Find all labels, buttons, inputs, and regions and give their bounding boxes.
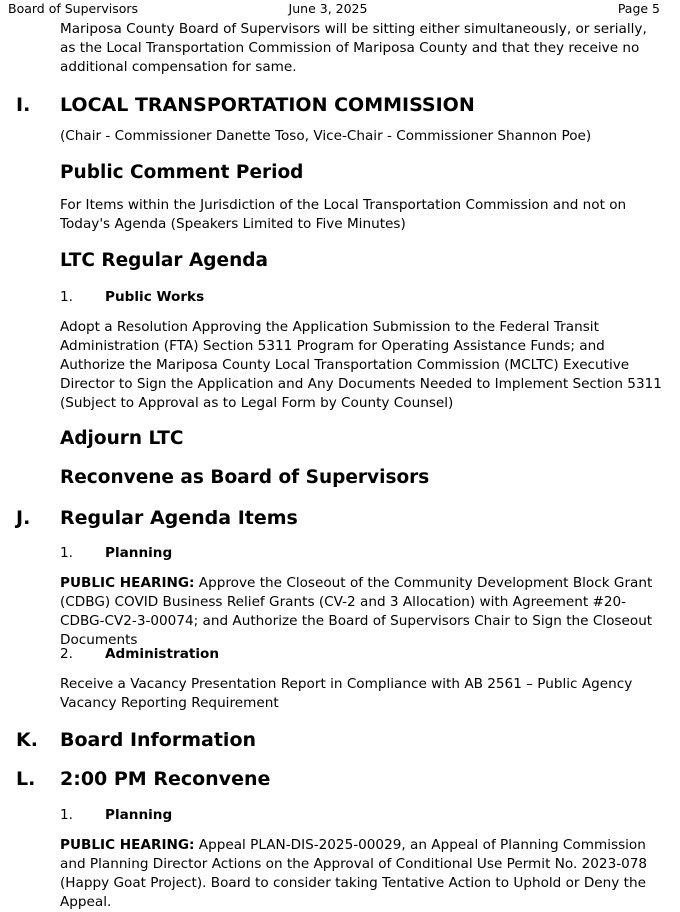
adjourn-ltc-heading: Adjourn LTC — [60, 428, 184, 449]
item-description: Appeal PLAN-DIS-2025-00029, an Appeal of Planning Commission and Planning Director Actions on the Approval of Conditional Use Permit No. 2023-078 (Happy Goat Project). Board to consider taking Tentative Action to Uphold or Deny the Appeal. — [60, 837, 648, 910]
reconvene-bos-heading: Reconvene as Board of Supervisors — [60, 467, 430, 488]
item-department: Planning — [105, 545, 173, 561]
public-hearing-label: PUBLIC HEARING: — [60, 837, 195, 853]
item-department: Planning — [105, 807, 173, 823]
section-title: Regular Agenda Items — [60, 507, 298, 529]
item-number: 2. — [60, 646, 73, 662]
public-comment-text: For Items within the Jurisdiction of the Local Transportation Commission and not on Today's Agenda (Speakers Limited to Five Minutes) — [60, 197, 627, 232]
public-hearing-label: PUBLIC HEARING: — [60, 575, 195, 591]
section-letter: L. — [16, 768, 36, 790]
header-board-name: Board of Supervisors — [8, 1, 139, 16]
ltc-regular-agenda-heading: LTC Regular Agenda — [60, 250, 268, 271]
section-title: 2:00 PM Reconvene — [60, 768, 271, 790]
section-letter: K. — [16, 729, 38, 751]
public-comment-heading: Public Comment Period — [60, 162, 304, 183]
header-date: June 3, 2025 — [288, 1, 368, 16]
reconvene-item-1 — [60, 807, 172, 823]
ltc-item-1 — [60, 289, 204, 305]
item-number: 1. — [60, 807, 73, 823]
section-letter: I. — [16, 94, 31, 116]
section-title: Board Information — [60, 729, 257, 751]
regular-item-2 — [60, 646, 219, 662]
item-department: Public Works — [105, 289, 205, 305]
item-number: 1. — [60, 289, 73, 305]
ltc-chair-line: (Chair - Commissioner Danette Toso, Vice-Chair - Commissioner Shannon Poe) — [60, 128, 592, 144]
ltc-item-1-text: Adopt a Resolution Approving the Application Submission to the Federal Transit Administration (FTA) Section 5311 Program for Operating Assistance Funds; and Authorize the Mariposa County Local Transportation Commission (MCLTC) Executive Director to Sign the Application and Any Documents Needed to Implement Section 5311 (Subject to Approval as to Legal Form by County Counsel) — [60, 319, 662, 411]
section-title: LOCAL TRANSPORTATION COMMISSION — [60, 94, 475, 116]
item-department: Administration — [105, 646, 220, 662]
reconvene-item-1-text — [60, 836, 662, 912]
regular-item-1 — [60, 545, 172, 561]
header-page-number: Page 5 — [617, 1, 660, 16]
regular-item-2-text: Receive a Vacancy Presentation Report in Compliance with AB 2561 – Public Agency Vacancy Reporting Requirement — [60, 676, 633, 711]
item-number: 1. — [60, 545, 73, 561]
item-description: Approve the Closeout of the Community Development Block Grant (CDBG) COVID Business Relief Grants (CV-2 and 3 Allocation) with Agreement #20-CDBG-CV2-3-00074; and Authorize the Board of Supervisors Chair to Sign the Closeout Documents — [60, 575, 653, 648]
section-letter: J. — [16, 507, 31, 529]
regular-item-1-text — [60, 574, 662, 650]
intro-paragraph: Mariposa County Board of Supervisors will be sitting either simultaneously, or serially, as the Local Transportation Commission of Mariposa County and that they receive no additional compensation for same. — [60, 21, 647, 75]
